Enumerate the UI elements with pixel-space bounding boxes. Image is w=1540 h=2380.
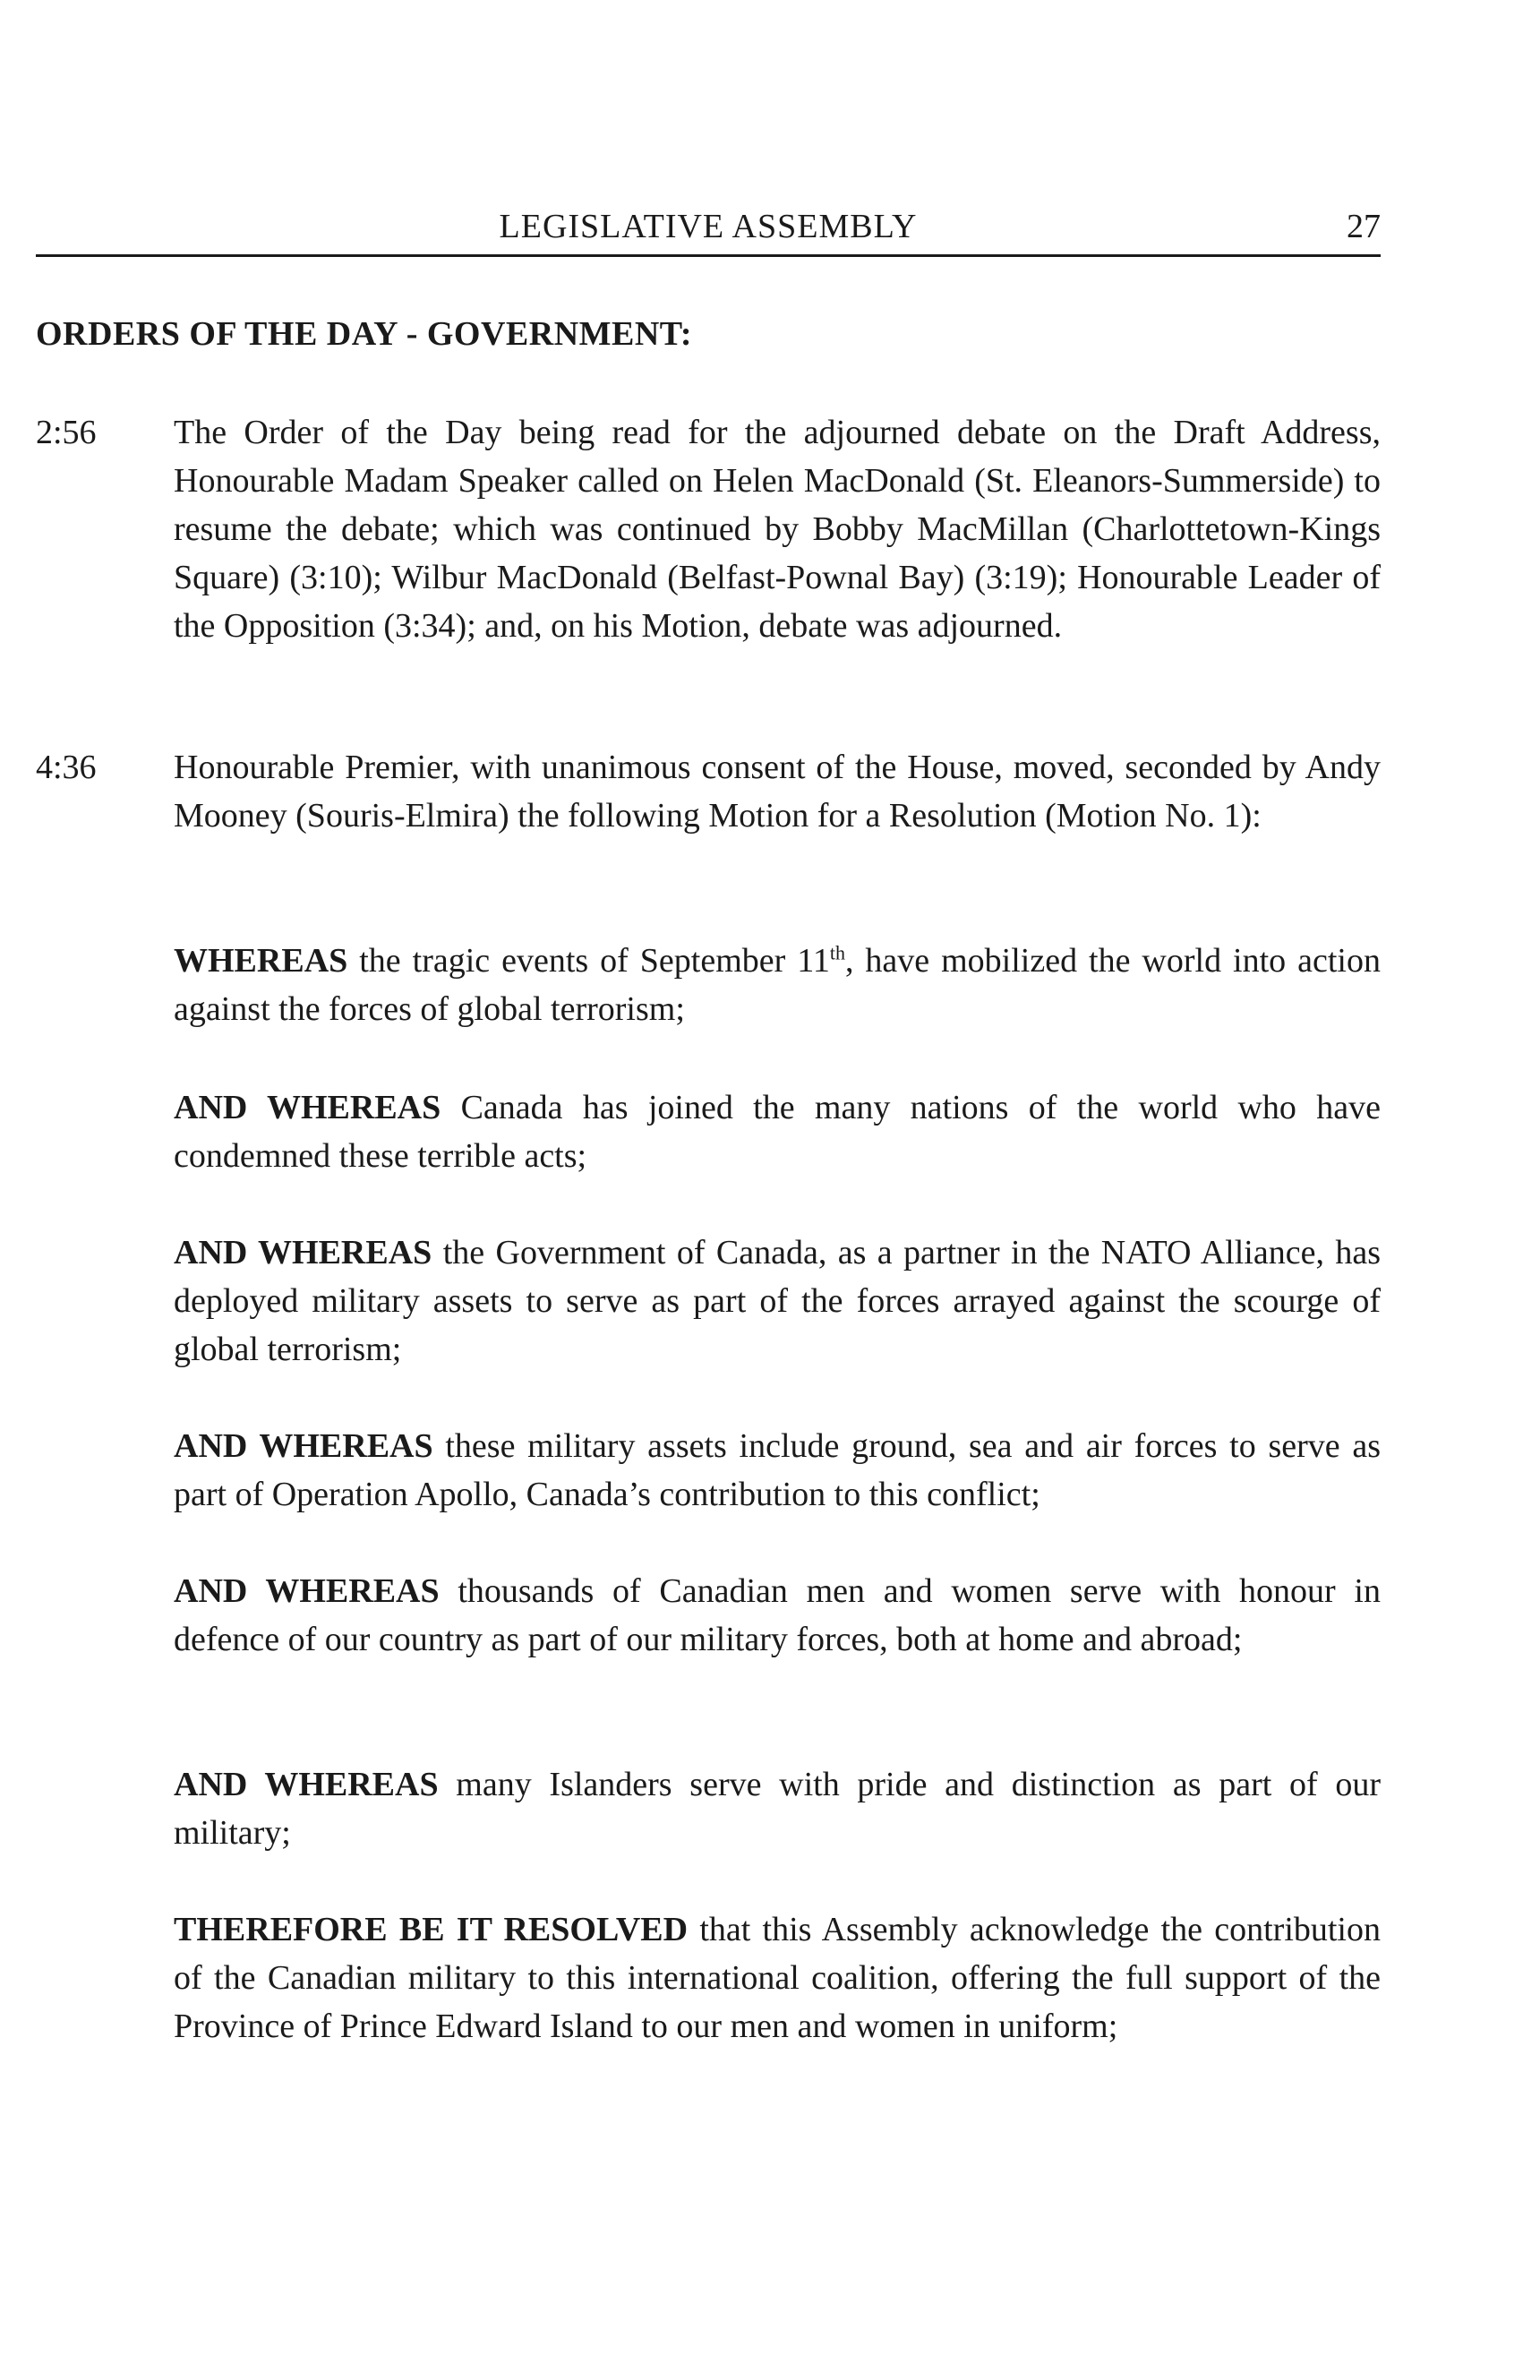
- clause-text: the Government of Canada, as a partner in the NATO Alliance, has deployed military assets to serve as part of the forces arrayed against the scourge of global terrorism;: [174, 1234, 1381, 1368]
- header-title: LEGISLATIVE ASSEMBLY: [499, 208, 918, 245]
- motion-clause: [174, 1083, 1381, 1180]
- motion-clause: [174, 937, 1381, 1033]
- page-header: [36, 204, 1381, 257]
- motion-clause: [174, 1760, 1381, 1857]
- entry-text: Honourable Premier, with unanimous consent of the House, moved, seconded by Andy Mooney (Souris-Elmira) the following Motion for a Resolution (Motion No. 1):: [174, 749, 1381, 835]
- clause-lead: THEREFORE BE IT RESOLVED: [174, 1911, 689, 1948]
- clause-text: Canada has joined the many nations of the world who have condemned these terrible acts;: [174, 1089, 1381, 1175]
- clause-text: that this Assembly acknowledge the contribution of the Canadian military to this international coalition, offering the full support of the Province of Prince Edward Island to our men and women in uniform;: [174, 1911, 1381, 2045]
- clause-lead: AND WHEREAS: [174, 1089, 441, 1126]
- motion-clause: [174, 1422, 1381, 1519]
- motion-clause: [174, 1905, 1381, 2050]
- section-heading: ORDERS OF THE DAY - GOVERNMENT:: [36, 315, 692, 353]
- page-number: 27: [1347, 208, 1381, 245]
- clause-text: these military assets include ground, sea and air forces to serve as part of Operation Apollo, Canada’s contribution to this conflict;: [174, 1427, 1381, 1513]
- entry-time: 4:36: [36, 749, 97, 786]
- entry-time: 2:56: [36, 414, 97, 451]
- clause-text: many Islanders serve with pride and distinction as part of our military;: [174, 1766, 1381, 1852]
- clause-lead: AND WHEREAS: [174, 1572, 440, 1610]
- motion-clause: [174, 1567, 1381, 1664]
- clause-lead: WHEREAS: [174, 942, 348, 980]
- clause-text: , have mobilized the world into action against the forces of global terrorism;: [174, 942, 1381, 1028]
- clause-lead: AND WHEREAS: [174, 1766, 439, 1803]
- clause-lead: AND WHEREAS: [174, 1427, 433, 1465]
- motion-clause: [174, 1229, 1381, 1374]
- clause-text: the tragic events of September 11: [347, 942, 830, 980]
- ordinal-suffix: th: [829, 941, 845, 964]
- clause-text: thousands of Canadian men and women serve with honour in defence of our country as part of our military forces, both at home and abroad;: [174, 1572, 1381, 1658]
- entry-text: The Order of the Day being read for the adjourned debate on the Draft Address, Honourable Madam Speaker called on Helen MacDonald (St. Eleanors-Summerside) to resume the debate; which was continued by Bobby MacMillan (Charlottetown-Kings Square) (3:10); Wilbur MacDonald (Belfast-Pownal Bay) (3:19); Honourable Leader of the Opposition (3:34); and, on his Motion, debate was adjourned.: [174, 414, 1381, 645]
- clause-lead: AND WHEREAS: [174, 1234, 432, 1271]
